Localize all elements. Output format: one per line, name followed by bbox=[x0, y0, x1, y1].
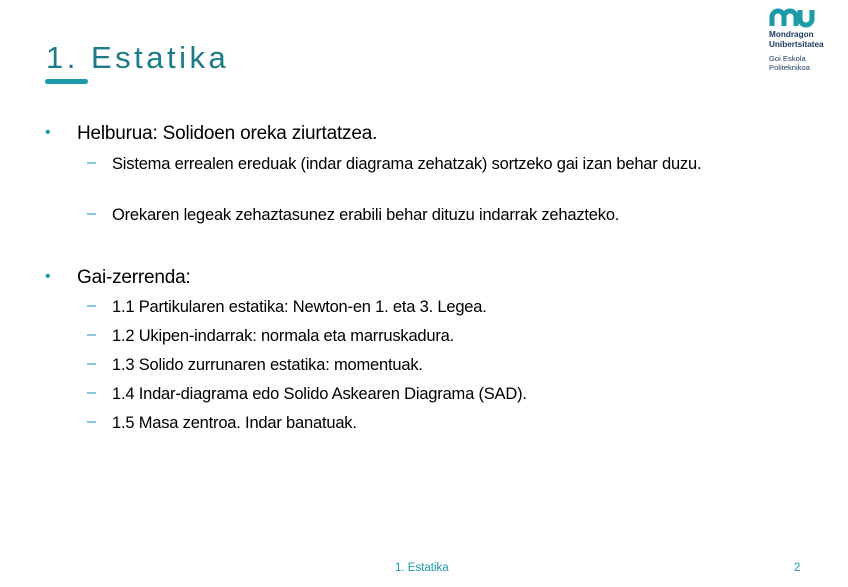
sub-bullet-dash: – bbox=[87, 355, 96, 372]
logo-sub-line2: Politeknikoa bbox=[769, 63, 810, 72]
sub-bullet-dash: – bbox=[87, 413, 96, 430]
list-item: Orekaren legeak zehaztasunez erabili behar dituzu indarrak zehazteko. bbox=[112, 206, 620, 224]
sub-bullet-dash: – bbox=[87, 384, 96, 401]
list-item: 1.1 Partikularen estatika: Newton-en 1. eta 3. Legea. bbox=[112, 298, 487, 316]
sub-bullet-dash: – bbox=[87, 154, 96, 171]
list-item: 1.5 Masa zentroa. Indar banatuak. bbox=[112, 414, 357, 432]
sub-bullet-dash: – bbox=[87, 326, 96, 343]
list-item: Sistema errealen ereduak (indar diagrama zehatzak) sortzeko gai izan behar duzu. bbox=[112, 155, 702, 173]
title-underline bbox=[45, 79, 88, 84]
mu-logo-icon bbox=[769, 8, 817, 28]
slide-title: 1. Estatika bbox=[46, 40, 230, 75]
list-item: 1.4 Indar-diagrama edo Solido Askearen Diagrama (SAD). bbox=[112, 385, 527, 403]
bullet-dot: • bbox=[45, 268, 51, 285]
university-logo bbox=[769, 8, 845, 78]
logo-sub-line1: Goi Eskola bbox=[769, 54, 806, 63]
bullet-dot: • bbox=[45, 124, 51, 141]
sub-bullet-dash: – bbox=[87, 205, 96, 222]
section-heading: Helburua: Solidoen oreka ziurtatzea. bbox=[77, 123, 378, 144]
section-heading: Gai-zerrenda: bbox=[77, 267, 191, 288]
list-item: 1.2 Ukipen-indarrak: normala eta marruskadura. bbox=[112, 327, 455, 345]
logo-name-line1: Mondragon bbox=[769, 30, 814, 39]
logo-name-line2: Unibertsitatea bbox=[769, 39, 824, 49]
sub-bullet-dash: – bbox=[87, 297, 96, 314]
list-item: 1.3 Solido zurrunaren estatika: momentuak. bbox=[112, 356, 423, 374]
footer-title: 1. Estatika bbox=[395, 562, 449, 574]
page-number: 2 bbox=[794, 562, 801, 574]
